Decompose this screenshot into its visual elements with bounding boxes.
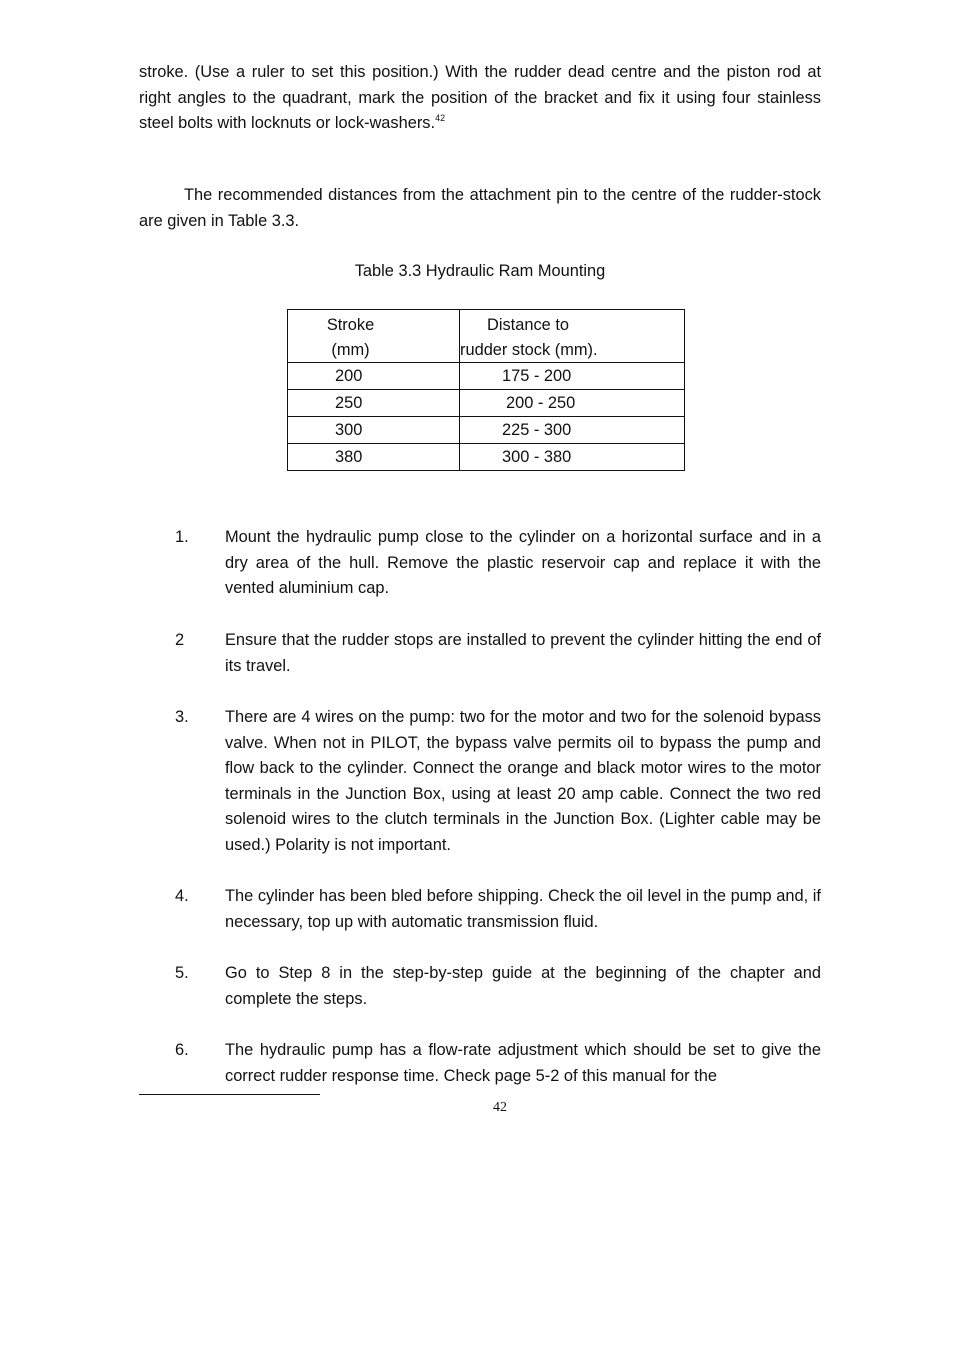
cell-distance: 300 - 380 (460, 444, 685, 471)
list-item (175, 525, 821, 602)
footnote-reference: 42 (435, 113, 446, 124)
header-stroke-line2: (mm) (331, 340, 370, 359)
list-item-number: 3. (175, 708, 189, 726)
list-item (175, 961, 821, 1012)
paragraph-bracket-mounting (139, 60, 821, 137)
list-item-number: 1. (175, 528, 189, 546)
cell-distance: 225 - 300 (460, 417, 685, 444)
list-item-text: The hydraulic pump has a flow-rate adjustment which should be set to give the correct rudder response time. Check page 5-2 of this manual for the (225, 1041, 821, 1085)
header-distance (460, 310, 685, 363)
header-stroke-line1: Stroke (326, 316, 375, 334)
table-row (288, 417, 685, 444)
table-header-row (288, 310, 685, 363)
cell-stroke: 300 (288, 417, 460, 444)
table-row (288, 444, 685, 471)
list-item (175, 628, 821, 679)
paragraph-recommended-distances: The recommended distances from the attachment pin to the centre of the rudder-stock are given in Table 3.3. (139, 186, 821, 230)
cell-distance: 175 - 200 (460, 363, 685, 390)
cell-distance: 200 - 250 (460, 390, 685, 417)
table-caption: Table 3.3 Hydraulic Ram Mounting (354, 262, 606, 280)
list-item-text: The cylinder has been bled before shipping. Check the oil level in the pump and, if necessary, top up with automatic transmission fluid. (225, 887, 821, 931)
list-item (175, 705, 821, 859)
list-item (175, 1038, 821, 1089)
header-stroke (288, 310, 460, 363)
list-item-text: There are 4 wires on the pump: two for the motor and two for the solenoid bypass valve. When not in PILOT, the bypass valve permits oil to bypass the pump and flow back to the cylinder. Connect the orange and black motor wires to the motor terminals in the Junction Box, using at least 20 amp cable. Connect the two red solenoid wires to the clutch terminals in the Junction Box. (Lighter cable may be used.) Polarity is not important. (225, 708, 821, 854)
header-distance-line2: rudder stock (mm). (460, 340, 598, 359)
cell-stroke: 380 (288, 444, 460, 471)
list-item-number: 6. (175, 1041, 189, 1059)
footnote-separator (139, 1094, 320, 1095)
list-item-text: Mount the hydraulic pump close to the cylinder on a horizontal surface and in a dry area of the hull. Remove the plastic reservoir cap and replace it with the vented aluminium cap. (225, 528, 821, 598)
cell-stroke: 200 (288, 363, 460, 390)
list-item-text: Go to Step 8 in the step-by-step guide at the beginning of the chapter and complete the steps. (225, 964, 821, 1008)
list-item (175, 884, 821, 935)
list-item-number: 5. (175, 964, 189, 982)
list-item-number: 2 (175, 631, 185, 649)
list-item-text: Ensure that the rudder stops are installed to prevent the cylinder hitting the end of its travel. (225, 631, 821, 675)
table-row (288, 363, 685, 390)
hydraulic-ram-mounting-table (287, 309, 685, 471)
list-item-number: 4. (175, 887, 189, 905)
header-distance-line1: Distance to (487, 316, 569, 334)
paragraph-text: stroke. (Use a ruler to set this position.) With the rudder dead centre and the piston rod at right angles to the quadrant, mark the position of the bracket and fix it using four stainless steel bolts with locknuts or lock-washers. (139, 63, 821, 133)
page-number: 42 (493, 1100, 507, 1115)
cell-stroke: 250 (288, 390, 460, 417)
table-row (288, 390, 685, 417)
